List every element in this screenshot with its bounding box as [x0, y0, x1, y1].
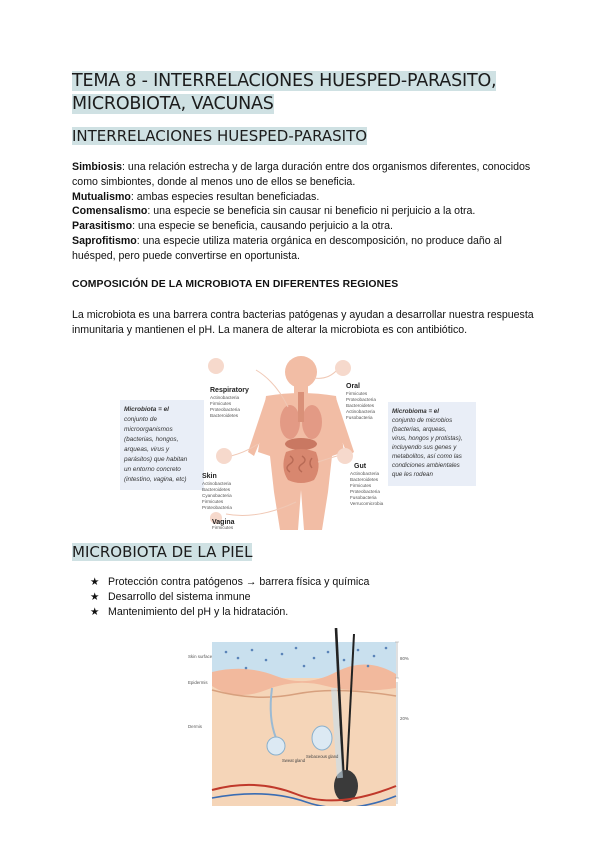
list-item: ★ Protección contra patógenos → barrera física y química: [90, 576, 370, 588]
star-bullet-icon: ★: [90, 576, 100, 588]
region-vagina: [212, 519, 235, 530]
svg-text:que les rodean: que les rodean: [392, 471, 433, 478]
svg-text:un entorno concreto: un entorno concreto: [124, 466, 181, 473]
svg-text:(intestino, vagina, etc): (intestino, vagina, etc): [124, 476, 187, 483]
subheading-composicion: COMPOSICIÓN DE LA MICROBIOTA EN DIFERENTES REGIONES: [72, 279, 399, 290]
svg-text:Respiratory: Respiratory: [210, 387, 249, 394]
sebaceous-gland: [312, 726, 332, 750]
svg-text:(bacterias, hongos,: (bacterias, hongos,: [124, 436, 179, 443]
svg-text:Proteobacteria: Proteobacteria: [202, 505, 232, 510]
svg-text:Actinobacteria: Actinobacteria: [346, 409, 376, 414]
sweat-gland: [267, 737, 285, 755]
document-title: [72, 70, 552, 116]
svg-text:arqueas, virus y: arqueas, virus y: [124, 446, 170, 453]
svg-text:Sweat gland: Sweat gland: [282, 758, 306, 763]
svg-text:Actinobacteria: Actinobacteria: [210, 395, 240, 400]
svg-text:incluyendo sus genes y: incluyendo sus genes y: [392, 444, 457, 451]
svg-text:80%: 80%: [400, 656, 409, 661]
definitions-list: [72, 160, 542, 264]
svg-text:Bacteroidetes: Bacteroidetes: [202, 487, 231, 492]
definition-simbiosis: Simbiosis: una relación estrecha y de larga duración entre dos organismos diferentes, conocidos como simbiontes, donde al menos uno de ellos se beneficia.: [72, 161, 531, 188]
title-line-2: MICROBIOTA, VACUNAS: [72, 94, 274, 114]
skin-functions-list: [90, 575, 369, 620]
svg-text:Bacteroidetes: Bacteroidetes: [346, 403, 375, 408]
region-oral: [346, 383, 376, 420]
svg-text:metabolitos, así como las: metabolitos, así como las: [392, 453, 462, 460]
svg-text:Microbioma = el: Microbioma = el: [392, 408, 439, 415]
section-heading-interrelaciones: INTERRELACIONES HUESPED-PARASITO: [72, 127, 368, 145]
svg-text:Epidermis: Epidermis: [188, 680, 208, 685]
svg-text:Fusobacteria: Fusobacteria: [346, 415, 373, 420]
svg-text:Proteobacteria: Proteobacteria: [350, 489, 380, 494]
svg-text:Firmicutes: Firmicutes: [346, 391, 368, 396]
star-bullet-icon: ★: [90, 606, 100, 618]
definition-mutualismo: Mutualismo: ambas especies resultan beneficiadas.: [72, 190, 320, 203]
svg-text:Microbiota = el: Microbiota = el: [124, 406, 169, 413]
skin-cross-section-figure: [186, 628, 426, 806]
svg-text:Vagina: Vagina: [212, 519, 235, 526]
svg-text:parásitos) que habitan: parásitos) que habitan: [124, 456, 188, 463]
definition-saprofitismo: Saprofitismo: una especie utiliza materia orgánica en descomposición, no produce daño al huésped, pero puede convertirse en oportunista.: [72, 234, 502, 262]
body-microbiota-figure: [118, 352, 478, 530]
svg-text:Proteobacteria: Proteobacteria: [210, 407, 240, 412]
svg-text:20%: 20%: [400, 716, 409, 721]
skin-icon: [216, 448, 232, 464]
svg-text:conjunto de: conjunto de: [124, 416, 158, 423]
svg-text:Bacteroidetes: Bacteroidetes: [350, 477, 379, 482]
svg-text:Fusobacteria: Fusobacteria: [350, 495, 377, 500]
list-item: ★ Mantenimiento del pH y la hidratación.: [90, 606, 289, 618]
svg-text:condiciones ambientales: condiciones ambientales: [392, 462, 460, 469]
title-line-1: TEMA 8 - INTERRELACIONES HUESPED-PARASITO,: [72, 71, 497, 91]
svg-text:Firmicutes: Firmicutes: [210, 401, 232, 406]
oral-icon: [335, 360, 351, 376]
svg-text:Proteobacteria: Proteobacteria: [346, 397, 376, 402]
definition-parasitismo: Parasitismo: una especie se beneficia, causando perjuicio a la otra.: [72, 220, 393, 233]
svg-text:Firmicutes: Firmicutes: [212, 525, 234, 530]
paragraph-microbiota: La microbiota es una barrera contra bacterias patógenas y ayudan a desarrollar nuestra respuesta inmunitaria y mantienen el pH. La manera de alterar la microbiota es con antibiótico.: [72, 309, 534, 336]
svg-text:(bacterias, arqueas,: (bacterias, arqueas,: [392, 426, 447, 433]
svg-text:Gut: Gut: [354, 463, 367, 470]
svg-text:Skin: Skin: [202, 473, 217, 480]
svg-text:microorganismos: microorganismos: [124, 426, 173, 433]
region-respiratory: [210, 387, 249, 418]
svg-text:Cyanobacteria: Cyanobacteria: [202, 493, 232, 498]
svg-text:Firmicutes: Firmicutes: [202, 499, 224, 504]
gut-icon: [337, 448, 353, 464]
definition-comensalismo: Comensalismo: una especie se beneficia sin causar ni beneficio ni perjuicio a la otra.: [72, 205, 476, 218]
respiratory-icon: [208, 358, 224, 374]
svg-text:virus, hongos y protistas),: virus, hongos y protistas),: [392, 435, 463, 442]
list-item: ★ Desarrollo del sistema inmune: [90, 591, 251, 603]
svg-text:conjunto de microbios: conjunto de microbios: [392, 417, 453, 424]
svg-text:Firmicutes: Firmicutes: [350, 483, 372, 488]
svg-text:Actinobacteria: Actinobacteria: [202, 481, 232, 486]
svg-text:Skin surface: Skin surface: [188, 654, 213, 659]
svg-text:Verrucomicrobia: Verrucomicrobia: [350, 501, 384, 506]
section-heading-microbiota-piel: MICROBIOTA DE LA PIEL: [72, 543, 253, 561]
svg-text:Dermis: Dermis: [188, 724, 202, 729]
region-skin: [202, 473, 232, 510]
svg-text:Actinobacteria: Actinobacteria: [350, 471, 380, 476]
region-gut: [350, 463, 384, 506]
star-bullet-icon: ★: [90, 591, 100, 603]
svg-text:Sebaceous gland: Sebaceous gland: [306, 754, 339, 759]
svg-text:Oral: Oral: [346, 383, 361, 390]
svg-text:Bacteroidetes: Bacteroidetes: [210, 413, 239, 418]
